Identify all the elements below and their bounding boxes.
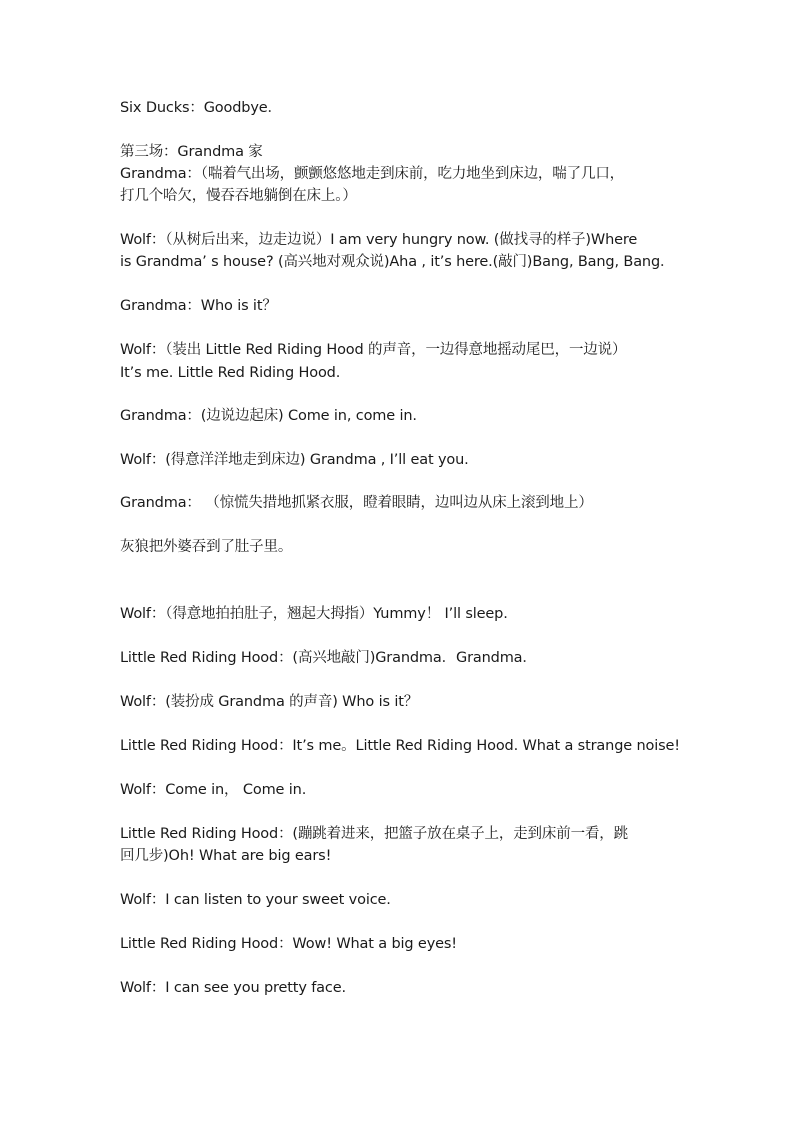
text-line: Wolf：I can listen to your sweet voice. [120, 892, 391, 908]
text-line: Little Red Riding Hood：Wow! What a big eyes! [120, 936, 457, 952]
text-line: Six Ducks：Goodbye． [120, 100, 282, 116]
text-line: Grandma：Who is it？ [120, 298, 277, 314]
text-line: Wolf：I can see you pretty face. [120, 980, 346, 996]
text-line: 回几步)Oh! What are big ears! [120, 848, 332, 864]
text-line: Wolf：(装扮成 Grandma 的声音) Who is it？ [120, 694, 419, 710]
text-line: Wolf：（得意地拍拍肚子，翘起大拇指）Yummy！ I’ll sleep. [120, 606, 508, 622]
text-line: Grandma： （惊慌失措地抓紧衣服，瞪着眼睛，边叫边从床上滚到地上） [120, 495, 593, 511]
text-line: Wolf：Come in， Come in. [120, 782, 307, 798]
text-line: Grandma：(边说边起床) Come in, come in. [120, 408, 417, 424]
text-line: 灰狼把外婆吞到了肚子里。 [120, 539, 293, 555]
text-line: Grandma：（喘着气出场，颤颤悠悠地走到床前，吃力地坐到床边，喘了几口， [120, 166, 625, 182]
text-line: Wolf：（从树后出来，边走边说）I am very hungry now. (做找寻的样子)Where [120, 232, 638, 248]
text-line: Wolf：（装出 Little Red Riding Hood 的声音，一边得意地摇动尾巴，一边说） [120, 342, 627, 358]
text-line: Little Red Riding Hood：(蹦跳着进来，把篮子放在桌子上，走到床前一看，跳 [120, 826, 628, 842]
text-line: is Grandma’ s house? (高兴地对观众说)Aha , it’s here.(敲门)Bang, Bang, Bang． [120, 254, 675, 270]
text-line: Little Red Riding Hood：(高兴地敲门)Grandma．Grandma． [120, 650, 537, 666]
text-line: Little Red Riding Hood：It’s me。Little Red Riding Hood. What a strange noise! [120, 738, 680, 754]
text-line: 打几个哈欠，慢吞吞地躺倒在床上。） [120, 188, 357, 204]
text-line: 第三场：Grandma 家 [120, 144, 263, 160]
text-line: It’s me. Little Red Riding Hood. [120, 365, 341, 381]
text-line: Wolf：(得意洋洋地走到床边) Grandma , I’ll eat you. [120, 452, 469, 468]
